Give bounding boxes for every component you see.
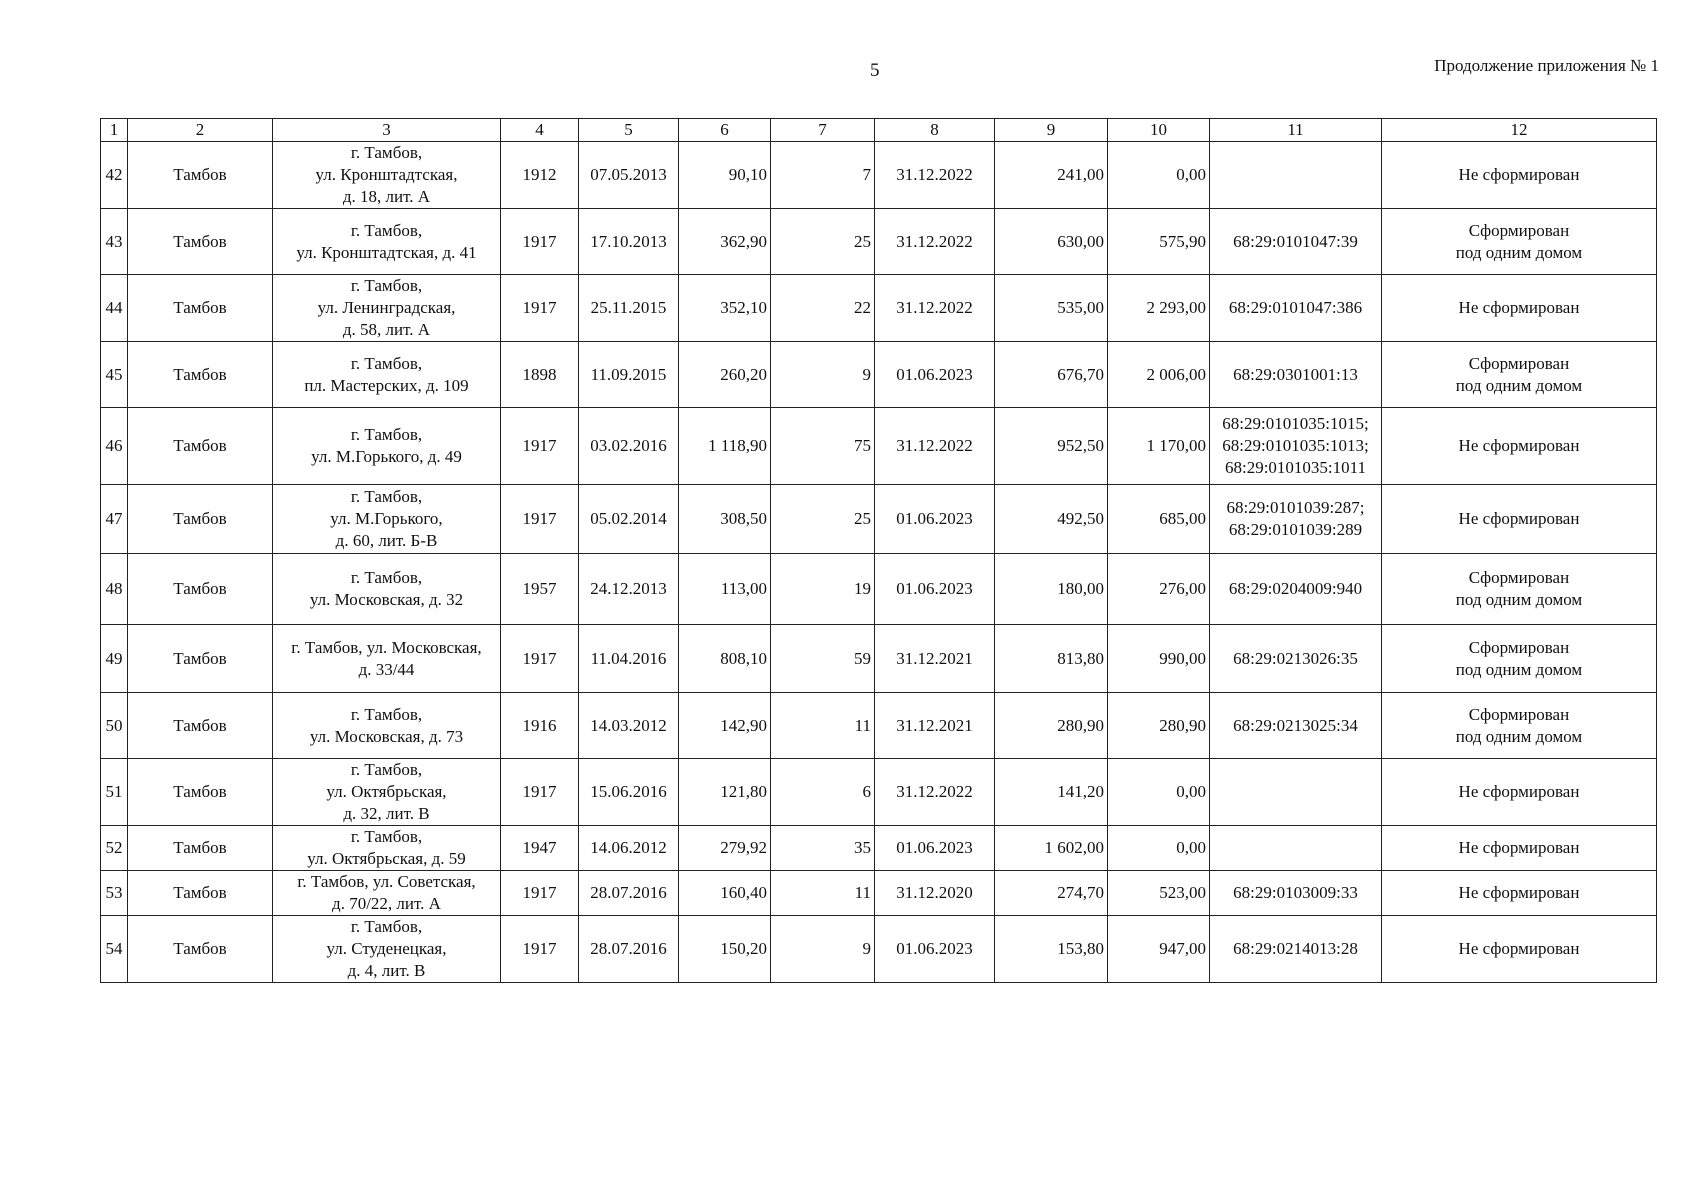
residents-cell: 19 bbox=[771, 554, 875, 625]
cadastral-number-cell bbox=[1210, 759, 1382, 826]
address-cell: г. Тамбов, ул. Кронштадтская, д. 18, лит. А bbox=[273, 142, 501, 209]
table-row bbox=[101, 871, 1657, 916]
deadline-cell: 31.12.2021 bbox=[875, 693, 995, 759]
date-cell: 14.03.2012 bbox=[579, 693, 679, 759]
land-area-cell: 575,90 bbox=[1108, 209, 1210, 275]
cadastral-number-cell bbox=[1210, 142, 1382, 209]
city-cell: Тамбов bbox=[128, 408, 273, 485]
status-cell: Сформирован под одним домом bbox=[1382, 554, 1657, 625]
cadastral-number-cell: 68:29:0103009:33 bbox=[1210, 871, 1382, 916]
address-cell: г. Тамбов, ул. Московская, д. 32 bbox=[273, 554, 501, 625]
cadastral-number-cell: 68:29:0101039:287; 68:29:0101039:289 bbox=[1210, 485, 1382, 554]
cadastral-number-cell: 68:29:0214013:28 bbox=[1210, 916, 1382, 983]
row-number: 53 bbox=[101, 871, 128, 916]
residents-cell: 11 bbox=[771, 871, 875, 916]
row-number: 45 bbox=[101, 342, 128, 408]
city-cell: Тамбов bbox=[128, 342, 273, 408]
cadastral-number-cell bbox=[1210, 826, 1382, 871]
area-cell: 160,40 bbox=[679, 871, 771, 916]
table-row bbox=[101, 142, 1657, 209]
column-header: 4 bbox=[501, 119, 579, 142]
cadastral-number-cell: 68:29:0101035:1015; 68:29:0101035:1013; 68:29:0101035:1011 bbox=[1210, 408, 1382, 485]
land-area-cell: 2 006,00 bbox=[1108, 342, 1210, 408]
status-cell: Не сформирован bbox=[1382, 871, 1657, 916]
area-cell: 142,90 bbox=[679, 693, 771, 759]
status-cell: Не сформирован bbox=[1382, 916, 1657, 983]
column-header: 8 bbox=[875, 119, 995, 142]
deadline-cell: 01.06.2023 bbox=[875, 826, 995, 871]
status-cell: Сформирован под одним домом bbox=[1382, 342, 1657, 408]
residents-cell: 9 bbox=[771, 342, 875, 408]
area-cell: 121,80 bbox=[679, 759, 771, 826]
area2-cell: 280,90 bbox=[995, 693, 1108, 759]
table-row bbox=[101, 209, 1657, 275]
city-cell: Тамбов bbox=[128, 554, 273, 625]
column-header: 2 bbox=[128, 119, 273, 142]
deadline-cell: 31.12.2022 bbox=[875, 142, 995, 209]
address-cell: г. Тамбов, ул. Кронштадтская, д. 41 bbox=[273, 209, 501, 275]
year-cell: 1912 bbox=[501, 142, 579, 209]
area-cell: 808,10 bbox=[679, 625, 771, 693]
row-number: 47 bbox=[101, 485, 128, 554]
row-number: 51 bbox=[101, 759, 128, 826]
address-cell: г. Тамбов, ул. Советская, д. 70/22, лит. А bbox=[273, 871, 501, 916]
deadline-cell: 31.12.2022 bbox=[875, 408, 995, 485]
deadline-cell: 01.06.2023 bbox=[875, 554, 995, 625]
table-row bbox=[101, 342, 1657, 408]
cadastral-number-cell: 68:29:0213026:35 bbox=[1210, 625, 1382, 693]
city-cell: Тамбов bbox=[128, 625, 273, 693]
area2-cell: 676,70 bbox=[995, 342, 1108, 408]
residents-cell: 59 bbox=[771, 625, 875, 693]
status-cell: Не сформирован bbox=[1382, 142, 1657, 209]
residents-cell: 25 bbox=[771, 209, 875, 275]
residents-cell: 11 bbox=[771, 693, 875, 759]
land-area-cell: 947,00 bbox=[1108, 916, 1210, 983]
area-cell: 279,92 bbox=[679, 826, 771, 871]
column-header: 7 bbox=[771, 119, 875, 142]
area-cell: 362,90 bbox=[679, 209, 771, 275]
area2-cell: 952,50 bbox=[995, 408, 1108, 485]
area-cell: 308,50 bbox=[679, 485, 771, 554]
city-cell: Тамбов bbox=[128, 485, 273, 554]
row-number: 54 bbox=[101, 916, 128, 983]
year-cell: 1898 bbox=[501, 342, 579, 408]
address-cell: г. Тамбов, пл. Мастерских, д. 109 bbox=[273, 342, 501, 408]
column-header: 1 bbox=[101, 119, 128, 142]
land-area-cell: 1 170,00 bbox=[1108, 408, 1210, 485]
table-row bbox=[101, 485, 1657, 554]
table-row bbox=[101, 408, 1657, 485]
column-header: 9 bbox=[995, 119, 1108, 142]
table-row bbox=[101, 826, 1657, 871]
area-cell: 352,10 bbox=[679, 275, 771, 342]
deadline-cell: 31.12.2021 bbox=[875, 625, 995, 693]
status-cell: Не сформирован bbox=[1382, 275, 1657, 342]
residents-cell: 6 bbox=[771, 759, 875, 826]
cadastral-number-cell: 68:29:0213025:34 bbox=[1210, 693, 1382, 759]
address-cell: г. Тамбов, ул. Октябрьская, д. 32, лит. В bbox=[273, 759, 501, 826]
address-cell: г. Тамбов, ул. М.Горького, д. 49 bbox=[273, 408, 501, 485]
land-area-cell: 523,00 bbox=[1108, 871, 1210, 916]
area2-cell: 813,80 bbox=[995, 625, 1108, 693]
area-cell: 90,10 bbox=[679, 142, 771, 209]
column-header: 3 bbox=[273, 119, 501, 142]
row-number: 46 bbox=[101, 408, 128, 485]
table-row bbox=[101, 554, 1657, 625]
page-number: 5 bbox=[870, 60, 880, 81]
status-cell: Не сформирован bbox=[1382, 826, 1657, 871]
city-cell: Тамбов bbox=[128, 759, 273, 826]
date-cell: 11.04.2016 bbox=[579, 625, 679, 693]
city-cell: Тамбов bbox=[128, 916, 273, 983]
residents-cell: 9 bbox=[771, 916, 875, 983]
date-cell: 07.05.2013 bbox=[579, 142, 679, 209]
address-cell: г. Тамбов, ул. Октябрьская, д. 59 bbox=[273, 826, 501, 871]
column-header: 6 bbox=[679, 119, 771, 142]
city-cell: Тамбов bbox=[128, 871, 273, 916]
city-cell: Тамбов bbox=[128, 209, 273, 275]
land-area-cell: 0,00 bbox=[1108, 826, 1210, 871]
row-number: 44 bbox=[101, 275, 128, 342]
date-cell: 28.07.2016 bbox=[579, 871, 679, 916]
status-cell: Сформирован под одним домом bbox=[1382, 625, 1657, 693]
land-area-cell: 2 293,00 bbox=[1108, 275, 1210, 342]
city-cell: Тамбов bbox=[128, 826, 273, 871]
area2-cell: 141,20 bbox=[995, 759, 1108, 826]
land-area-cell: 990,00 bbox=[1108, 625, 1210, 693]
row-number: 42 bbox=[101, 142, 128, 209]
row-number: 50 bbox=[101, 693, 128, 759]
residents-cell: 75 bbox=[771, 408, 875, 485]
residents-cell: 7 bbox=[771, 142, 875, 209]
area2-cell: 1 602,00 bbox=[995, 826, 1108, 871]
row-number: 43 bbox=[101, 209, 128, 275]
table-row bbox=[101, 693, 1657, 759]
column-header: 12 bbox=[1382, 119, 1657, 142]
status-cell: Не сформирован bbox=[1382, 759, 1657, 826]
address-cell: г. Тамбов, ул. Московская, д. 73 bbox=[273, 693, 501, 759]
appendix-continuation-title: Продолжение приложения № 1 bbox=[1434, 56, 1659, 75]
column-header: 10 bbox=[1108, 119, 1210, 142]
deadline-cell: 31.12.2020 bbox=[875, 871, 995, 916]
cadastral-number-cell: 68:29:0301001:13 bbox=[1210, 342, 1382, 408]
land-area-cell: 276,00 bbox=[1108, 554, 1210, 625]
year-cell: 1916 bbox=[501, 693, 579, 759]
cadastral-number-cell: 68:29:0101047:39 bbox=[1210, 209, 1382, 275]
date-cell: 17.10.2013 bbox=[579, 209, 679, 275]
cadastral-number-cell: 68:29:0204009:940 bbox=[1210, 554, 1382, 625]
land-area-cell: 685,00 bbox=[1108, 485, 1210, 554]
area2-cell: 535,00 bbox=[995, 275, 1108, 342]
date-cell: 03.02.2016 bbox=[579, 408, 679, 485]
deadline-cell: 31.12.2022 bbox=[875, 209, 995, 275]
column-number-row bbox=[101, 119, 1657, 142]
date-cell: 11.09.2015 bbox=[579, 342, 679, 408]
deadline-cell: 31.12.2022 bbox=[875, 275, 995, 342]
address-cell: г. Тамбов, ул. Московская, д. 33/44 bbox=[273, 625, 501, 693]
year-cell: 1917 bbox=[501, 871, 579, 916]
deadline-cell: 31.12.2022 bbox=[875, 759, 995, 826]
date-cell: 05.02.2014 bbox=[579, 485, 679, 554]
date-cell: 28.07.2016 bbox=[579, 916, 679, 983]
area-cell: 150,20 bbox=[679, 916, 771, 983]
year-cell: 1917 bbox=[501, 759, 579, 826]
year-cell: 1917 bbox=[501, 916, 579, 983]
residents-cell: 35 bbox=[771, 826, 875, 871]
area2-cell: 153,80 bbox=[995, 916, 1108, 983]
table-row bbox=[101, 916, 1657, 983]
year-cell: 1917 bbox=[501, 209, 579, 275]
deadline-cell: 01.06.2023 bbox=[875, 342, 995, 408]
area-cell: 113,00 bbox=[679, 554, 771, 625]
date-cell: 14.06.2012 bbox=[579, 826, 679, 871]
table-row bbox=[101, 759, 1657, 826]
year-cell: 1917 bbox=[501, 625, 579, 693]
housing-registry-table bbox=[100, 118, 1657, 983]
city-cell: Тамбов bbox=[128, 693, 273, 759]
area2-cell: 630,00 bbox=[995, 209, 1108, 275]
address-cell: г. Тамбов, ул. М.Горького, д. 60, лит. Б-В bbox=[273, 485, 501, 554]
date-cell: 24.12.2013 bbox=[579, 554, 679, 625]
city-cell: Тамбов bbox=[128, 275, 273, 342]
year-cell: 1947 bbox=[501, 826, 579, 871]
row-number: 48 bbox=[101, 554, 128, 625]
residents-cell: 22 bbox=[771, 275, 875, 342]
column-header: 5 bbox=[579, 119, 679, 142]
status-cell: Не сформирован bbox=[1382, 408, 1657, 485]
status-cell: Сформирован под одним домом bbox=[1382, 693, 1657, 759]
address-cell: г. Тамбов, ул. Студенецкая, д. 4, лит. В bbox=[273, 916, 501, 983]
status-cell: Не сформирован bbox=[1382, 485, 1657, 554]
area2-cell: 180,00 bbox=[995, 554, 1108, 625]
residents-cell: 25 bbox=[771, 485, 875, 554]
area-cell: 260,20 bbox=[679, 342, 771, 408]
city-cell: Тамбов bbox=[128, 142, 273, 209]
area2-cell: 492,50 bbox=[995, 485, 1108, 554]
land-area-cell: 280,90 bbox=[1108, 693, 1210, 759]
area2-cell: 241,00 bbox=[995, 142, 1108, 209]
column-header: 11 bbox=[1210, 119, 1382, 142]
row-number: 49 bbox=[101, 625, 128, 693]
year-cell: 1917 bbox=[501, 275, 579, 342]
address-cell: г. Тамбов, ул. Ленинградская, д. 58, лит. А bbox=[273, 275, 501, 342]
date-cell: 15.06.2016 bbox=[579, 759, 679, 826]
deadline-cell: 01.06.2023 bbox=[875, 485, 995, 554]
land-area-cell: 0,00 bbox=[1108, 142, 1210, 209]
year-cell: 1917 bbox=[501, 485, 579, 554]
table-row bbox=[101, 625, 1657, 693]
year-cell: 1917 bbox=[501, 408, 579, 485]
table-row bbox=[101, 275, 1657, 342]
deadline-cell: 01.06.2023 bbox=[875, 916, 995, 983]
area2-cell: 274,70 bbox=[995, 871, 1108, 916]
area-cell: 1 118,90 bbox=[679, 408, 771, 485]
cadastral-number-cell: 68:29:0101047:386 bbox=[1210, 275, 1382, 342]
date-cell: 25.11.2015 bbox=[579, 275, 679, 342]
status-cell: Сформирован под одним домом bbox=[1382, 209, 1657, 275]
row-number: 52 bbox=[101, 826, 128, 871]
year-cell: 1957 bbox=[501, 554, 579, 625]
land-area-cell: 0,00 bbox=[1108, 759, 1210, 826]
table-body bbox=[101, 142, 1657, 983]
